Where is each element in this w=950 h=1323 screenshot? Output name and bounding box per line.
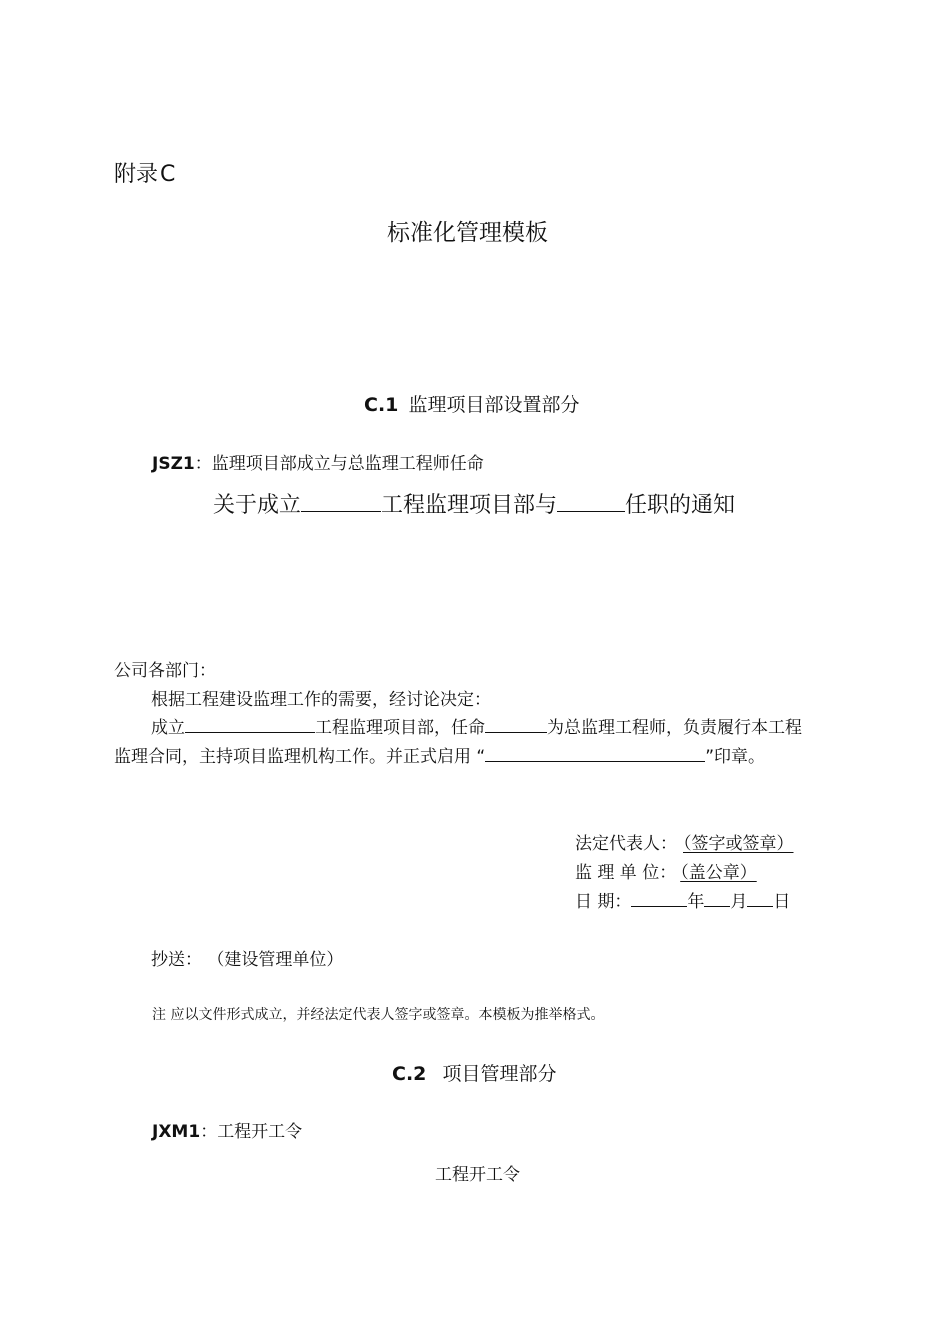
section-c2-title: 项目管理部分 [442,1063,557,1085]
appointee-blank [557,489,625,512]
jsz1-colon: ： [194,454,212,474]
year-blank [631,889,687,907]
body-line-3-a: 监理合同，主持项目监理机构工作。并正式启用 “ [114,747,486,767]
cc-line: 抄送： （建设管理单位） [151,950,344,970]
month-label: 月 [730,892,748,912]
section-c1-heading [364,390,579,417]
project-name-blank [301,489,381,512]
body-line-3-b: ”印章。 [705,747,766,767]
body-line-1: 根据工程建设监理工作的需要，经讨论决定： [151,690,491,710]
legal-rep-label: 法定代表人： [575,834,677,854]
jxm1-colon: ： [200,1122,218,1142]
chief-engineer-blank [485,715,547,733]
body-line-2 [151,713,802,738]
jxm1-code: JXM1 [152,1122,201,1142]
body-line-2-c: 为总监理工程师，负责履行本工程 [547,718,802,738]
jsz1-code: JSZ1 [152,454,195,474]
body-line-2-a: 成立 [151,718,185,738]
jsz1-title: 监理项目部成立与总监理工程师任命 [211,454,484,474]
day-blank [747,889,773,907]
legal-rep-line [575,829,794,854]
notice-title-part1: 关于成立 [213,493,302,518]
jsz1-template-label [152,449,484,474]
jxm1-title: 工程开工令 [217,1122,303,1142]
supervision-unit-label: 监 理 单 位： [575,863,677,883]
supervision-unit-line [575,858,757,883]
month-blank [704,889,730,907]
note: 注 应以文件形式成立，并经法定代表人签字或签章。本模板为推举格式。 [152,1007,605,1023]
jxm1-heading: 工程开工令 [435,1165,520,1185]
appendix-label-text: 附录 [114,162,159,187]
salutation: 公司各部门： [114,661,216,681]
date-label: 日 期： [575,892,632,912]
notice-title-part2: 工程监理项目部与 [381,493,558,518]
body-line-3 [114,742,765,767]
section-c2-heading [392,1059,556,1086]
notice-title [213,488,735,519]
supervision-unit-value: （盖公章） [680,863,757,883]
section-c1-title: 监理项目部设置部分 [408,394,580,416]
year-label: 年 [687,892,705,912]
seal-name-blank [485,744,705,762]
date-line [575,887,790,912]
section-c2-number: C.2 [392,1063,427,1085]
jxm1-template-label [152,1117,302,1142]
notice-title-part3: 任职的通知 [625,493,736,518]
appendix-label [114,157,175,188]
project-blank [185,715,315,733]
body-line-2-b: 工程监理项目部，任命 [315,718,485,738]
legal-rep-value: （签字或签章） [683,834,794,854]
section-c1-number: C.1 [364,394,399,416]
day-label: 日 [773,892,791,912]
appendix-letter: C [160,162,176,187]
document-title: 标准化管理模板 [387,220,548,246]
